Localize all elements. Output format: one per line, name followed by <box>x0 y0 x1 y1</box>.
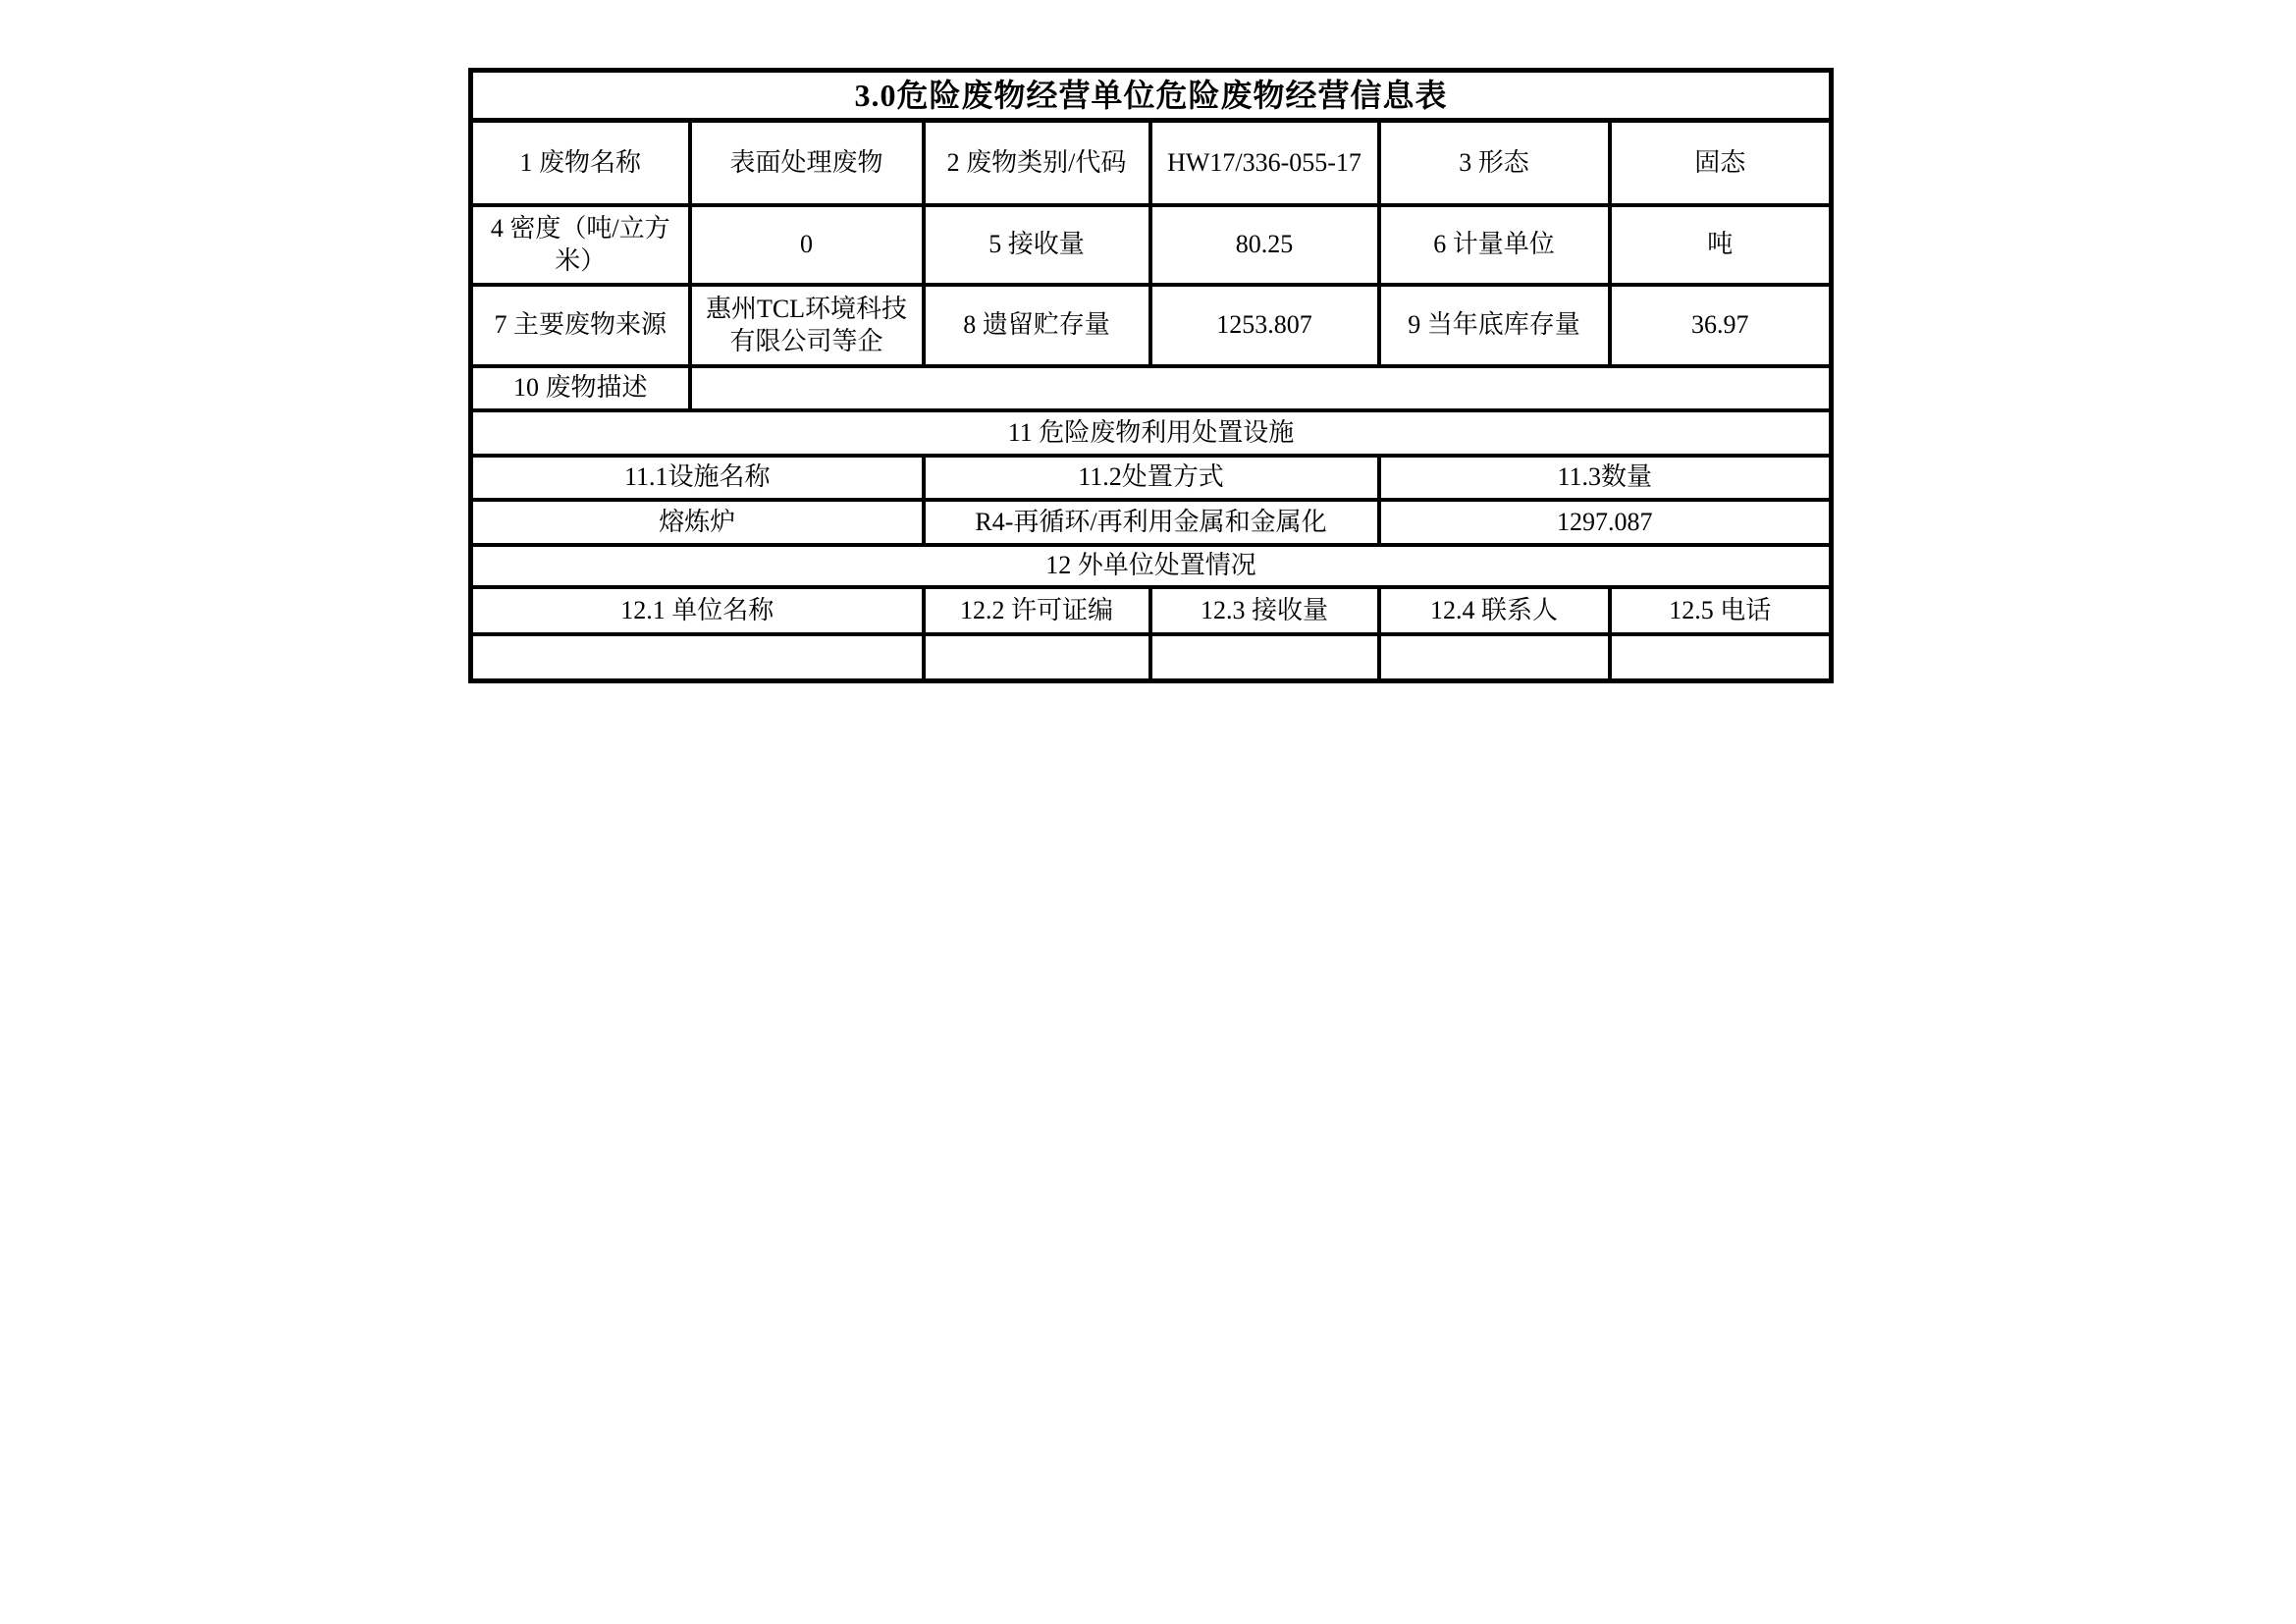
field-waste-category-value: HW17/336-055-17 <box>1150 121 1379 206</box>
section11-header: 11 危险废物利用处置设施 <box>471 410 1832 456</box>
section12-data-row <box>471 634 1832 681</box>
section12-phone-value <box>1610 634 1832 681</box>
section11-columns-row <box>471 456 1832 500</box>
title-row <box>471 71 1832 121</box>
hazardous-waste-info-table <box>468 68 1834 683</box>
field-legacy-storage-label: 8 遗留贮存量 <box>924 285 1150 366</box>
section11-col-facility-name: 11.1设施名称 <box>471 456 924 500</box>
field-unit-label: 6 计量单位 <box>1379 205 1610 285</box>
section12-received-amount-value <box>1150 634 1379 681</box>
section12-col-phone: 12.5 电话 <box>1610 587 1832 634</box>
section12-col-license-no: 12.2 许可证编 <box>924 587 1150 634</box>
section11-col-quantity: 11.3数量 <box>1379 456 1832 500</box>
section12-col-contact-person: 12.4 联系人 <box>1379 587 1610 634</box>
field-description-label: 10 废物描述 <box>471 366 690 410</box>
row-waste-identity <box>471 121 1832 206</box>
section12-header: 12 外单位处置情况 <box>471 545 1832 587</box>
section12-license-no-value <box>924 634 1150 681</box>
field-density-label: 4 密度（吨/立方米） <box>471 205 690 285</box>
table-title: 3.0危险废物经营单位危险废物经营信息表 <box>471 71 1832 121</box>
section11-quantity-value: 1297.087 <box>1379 500 1832 545</box>
field-main-source-label: 7 主要废物来源 <box>471 285 690 366</box>
row-density-received-unit <box>471 205 1832 285</box>
field-received-amount-label: 5 接收量 <box>924 205 1150 285</box>
section12-unit-name-value <box>471 634 924 681</box>
field-year-end-stock-value: 36.97 <box>1610 285 1832 366</box>
field-main-source-value: 惠州TCL环境科技有限公司等企 <box>690 285 924 366</box>
section11-disposal-method-value: R4-再循环/再利用金属和金属化 <box>924 500 1379 545</box>
section12-contact-person-value <box>1379 634 1610 681</box>
field-waste-name-label: 1 废物名称 <box>471 121 690 206</box>
section11-facility-name-value: 熔炼炉 <box>471 500 924 545</box>
field-legacy-storage-value: 1253.807 <box>1150 285 1379 366</box>
field-year-end-stock-label: 9 当年底库存量 <box>1379 285 1610 366</box>
field-received-amount-value: 80.25 <box>1150 205 1379 285</box>
section12-col-unit-name: 12.1 单位名称 <box>471 587 924 634</box>
field-unit-value: 吨 <box>1610 205 1832 285</box>
section11-col-disposal-method: 11.2处置方式 <box>924 456 1379 500</box>
section11-data-row <box>471 500 1832 545</box>
section12-header-row <box>471 545 1832 587</box>
field-density-value: 0 <box>690 205 924 285</box>
field-description-value <box>690 366 1832 410</box>
row-waste-description <box>471 366 1832 410</box>
row-source-storage-stock <box>471 285 1832 366</box>
section12-col-received-amount: 12.3 接收量 <box>1150 587 1379 634</box>
field-waste-category-label: 2 废物类别/代码 <box>924 121 1150 206</box>
section12-columns-row <box>471 587 1832 634</box>
field-form-value: 固态 <box>1610 121 1832 206</box>
section11-header-row <box>471 410 1832 456</box>
field-form-label: 3 形态 <box>1379 121 1610 206</box>
field-waste-name-value: 表面处理废物 <box>690 121 924 206</box>
